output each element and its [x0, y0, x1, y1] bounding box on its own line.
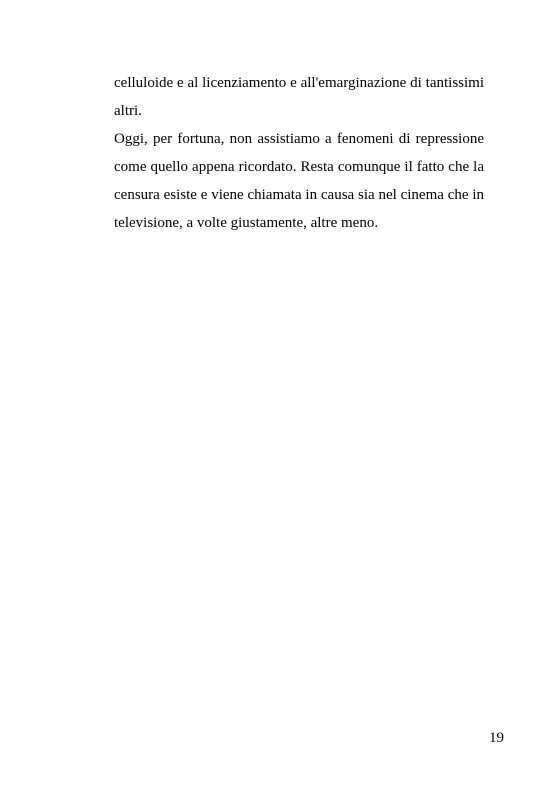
page-number: 19 [489, 730, 504, 746]
body-text [114, 69, 484, 237]
paragraph-censorship: Oggi, per fortuna, non assistiamo a fenomeni di repressione come quello appena ricordato. Resta comunque il fatto che la censura esiste e viene chiamata in causa sia nel cinema che in televisione, a volte giustamente, altre meno. [114, 131, 484, 231]
paragraph-continuation: celluloide e al licenziamento e all'emarginazione di tantissimi altri. [114, 75, 484, 119]
